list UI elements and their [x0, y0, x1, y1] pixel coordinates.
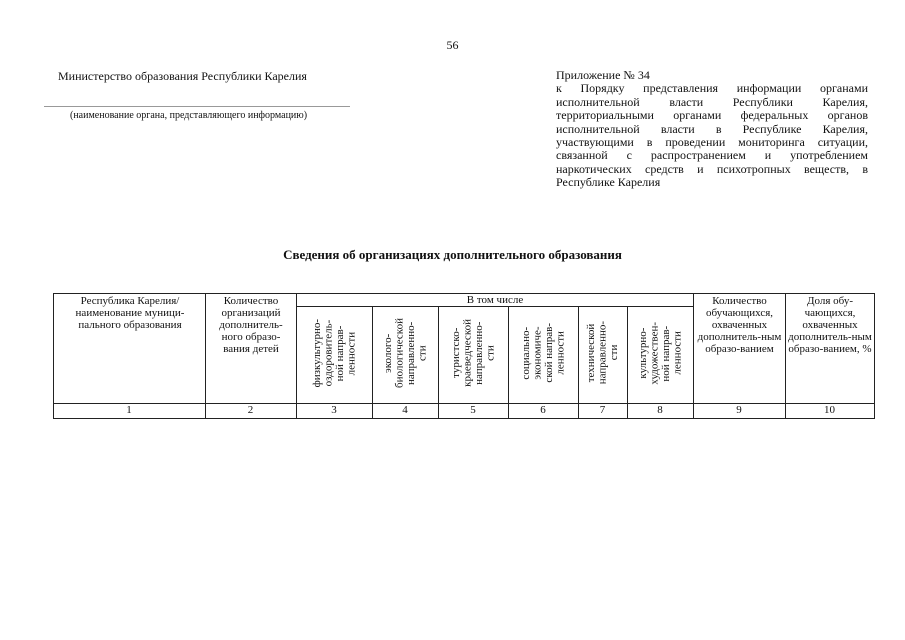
table-border-right [874, 293, 875, 419]
column-divider [693, 293, 694, 419]
column-number: 2 [247, 404, 254, 416]
sub-header-text: культурно- художествен- ной направ- ленности [636, 321, 683, 385]
appendix-text: к Порядку представления информации органами исполнительной власти Республики Карелия, территориальными органами федеральных органов исполнительной власти в Республике Карелия, участвующими в проведении мониторинга ситуации, связанной с распространением и употреблением наркотических средств и психотропных веществ, в Республике Карелия [556, 81, 868, 190]
sub-header-text: технической направленно- сти [584, 321, 620, 385]
sub-header-text: туристско- краеведческой направленно- сти [449, 319, 496, 387]
ministry-name: Министерство образования Республики Карелия [58, 69, 307, 83]
sub-header-social [509, 305, 578, 401]
column-number: 7 [599, 404, 606, 416]
sub-header-text: социально- экономиче- ской направ- ленности [519, 323, 566, 383]
col1-header: Республика Карелия/ наименование муници-пального образования [75, 295, 185, 331]
sub-header-physical [297, 305, 372, 401]
sub-header-arts [628, 305, 693, 401]
sub-header-text: эколого- биологической направленно- сти [381, 318, 428, 388]
organization-caption: (наименование органа, представляющего информацию) [70, 110, 308, 121]
column-number: 4 [402, 404, 408, 416]
document-title: Сведения об организациях дополнительного образования [283, 247, 622, 262]
column-number: 5 [470, 404, 476, 416]
col9-header: Количество обучающихся, охваченных дополнитель-ным образо-ванием [697, 295, 782, 355]
col10-header: Доля обу-чающихся, охваченных дополнитель-ным образо-ванием, % [788, 295, 872, 355]
column-number: 10 [824, 404, 835, 416]
signature-line [44, 106, 350, 107]
sub-header-text: физкультурно- оздоровитель- ной направ- ленности [310, 318, 357, 388]
table-border-left [53, 293, 54, 419]
column-number: 6 [540, 404, 546, 416]
column-number: 1 [126, 404, 132, 416]
data-table [53, 293, 875, 419]
sub-header-tourism [439, 305, 508, 401]
sub-header-technical [579, 305, 627, 401]
appendix-block [556, 69, 868, 190]
table-border-bottom [53, 418, 875, 419]
sub-header-ecology [373, 305, 438, 401]
column-number: 3 [331, 404, 337, 416]
column-number: 8 [657, 404, 663, 416]
col2-header: Количество организаций дополнитель-ного образо-вания детей [219, 295, 283, 355]
column-divider [785, 293, 786, 419]
group-header: В том числе [466, 294, 524, 306]
column-divider [205, 293, 206, 419]
column-number: 9 [736, 404, 742, 416]
appendix-title: Приложение № 34 [556, 68, 650, 82]
page-number: 56 [446, 38, 459, 52]
